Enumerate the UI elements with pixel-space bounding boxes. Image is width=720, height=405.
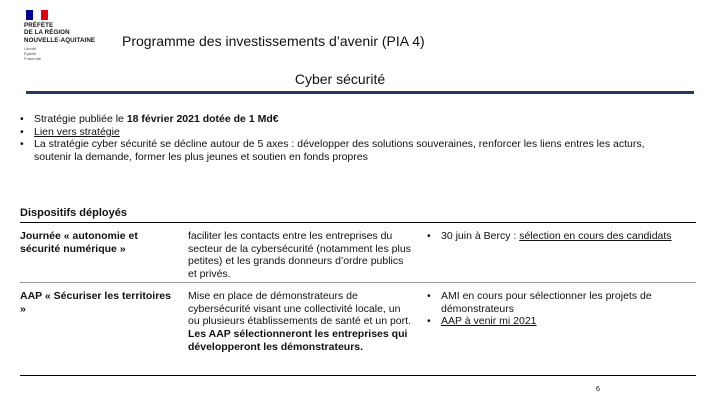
prefecture-logo: [24, 10, 124, 70]
list-item: [427, 315, 682, 328]
logo-text: [24, 22, 124, 44]
table-bottom-divider: [20, 375, 696, 376]
page-title: Programme des investissements d’avenir (PIA 4): [122, 33, 425, 49]
dispositif-description: Mise en place de démonstrateurs de cybersécurité visant une collectivité locale, un ou plusieurs établissements de santé et un port.: [188, 290, 411, 328]
dispositif-status: [427, 230, 682, 243]
strategy-axes-text: La stratégie cyber sécurité se décline autour de 5 axes : développer des solutions souveraines, renforcer les liens entres les acturs, soutenir la demande, former les plus jeunes et soutien en fonds propres: [34, 138, 645, 164]
intro-bullets: [20, 113, 660, 164]
page-number: 6: [596, 386, 600, 393]
dispositifs-title: Dispositifs déployés: [20, 207, 127, 219]
list-item: [20, 113, 660, 126]
strategy-date-budget: 18 février 2021 dotée de 1 Md€: [126, 113, 279, 125]
motto-line: Fraternité: [24, 56, 42, 62]
candidates-selection-link[interactable]: sélection en cours des candidats: [519, 230, 672, 242]
dispositif-description-block: [188, 290, 413, 354]
list-item: [427, 290, 682, 315]
logo-line: PRÉFÈTE: [24, 22, 54, 29]
status-text: AMI en cours pour sélectionner les projets de démonstrateurs: [441, 290, 652, 315]
dispositif-name: Journée « autonomie et sécurité numérique »: [20, 230, 138, 255]
strategy-link[interactable]: Lien vers stratégie: [34, 125, 120, 138]
table-top-divider: [20, 222, 696, 223]
dispositif-description: faciliter les contacts entre les entreprises du secteur de la cybersécurité (notamment les plus petites) et les grands donneurs d’ordre publics et privés.: [188, 230, 411, 281]
header-divider: [26, 91, 694, 94]
flag-stripe-blue: [26, 10, 33, 20]
motto-line: Liberté: [24, 46, 37, 52]
aap-link[interactable]: AAP à venir mi 2021: [441, 315, 537, 328]
list-item: [20, 138, 660, 163]
motto-line: Égalité: [24, 51, 37, 57]
list-item: [20, 126, 660, 139]
dispositif-status: [427, 290, 682, 328]
dispositif-name: AAP « Sécuriser les territoires »: [20, 290, 171, 315]
flag-stripe-white: [33, 10, 40, 20]
section-subtitle: Cyber sécurité: [294, 71, 386, 87]
logo-motto: [24, 46, 124, 61]
flag-stripe-red: [41, 10, 48, 20]
logo-line: DE LA RÉGION: [24, 29, 70, 37]
status-text: 30 juin à Bercy :: [441, 230, 520, 242]
list-item: [427, 230, 682, 243]
table-row-divider: [20, 282, 696, 283]
logo-line: NOUVELLE-AQUITAINE: [24, 36, 96, 44]
dispositif-description-bold: Les AAP sélectionneront les entreprises qui développeront les démonstrateurs.: [188, 328, 408, 353]
strategy-text: Stratégie publiée le: [34, 113, 127, 125]
french-flag-icon: [26, 10, 48, 20]
